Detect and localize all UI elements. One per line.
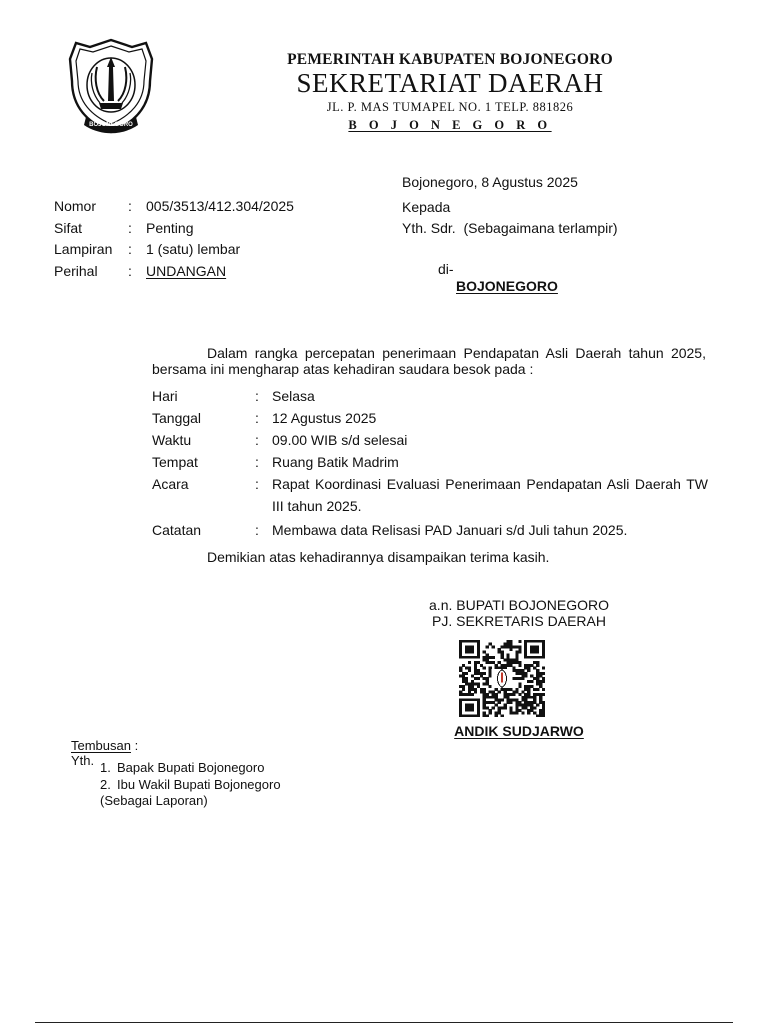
meta-label: Sifat — [54, 219, 83, 236]
letterhead-address: JL. P. MAS TUMAPEL NO. 1 TELP. 881826 — [326, 100, 574, 114]
recipient-prefix: Yth. Sdr. — [402, 220, 456, 236]
place-date: Bojonegoro, 8 Agustus 2025 — [402, 174, 578, 190]
letterhead-city: B O J O N E G O R O — [348, 118, 552, 132]
list-item-number: 1. — [100, 760, 111, 775]
detail-value-hari: Selasa — [272, 388, 315, 404]
meta-row — [54, 241, 294, 263]
detail-sep: : — [255, 388, 259, 404]
detail-value-waktu: 09.00 WIB s/d selesai — [272, 432, 408, 448]
detail-sep: : — [255, 522, 259, 538]
letterhead-government: PEMERINTAH KABUPATEN BOJONEGORO — [287, 51, 613, 68]
meta-label: Nomor — [54, 198, 97, 214]
meta-value-nomor: 005/3513/412.304/2025 — [146, 198, 294, 214]
detail-sep: : — [255, 432, 259, 448]
meta-value-lampiran: 1 (satu) lembar — [146, 241, 241, 257]
meta-label: Perihal — [54, 262, 98, 279]
detail-row — [152, 385, 708, 407]
meta-sep: : — [128, 262, 132, 279]
detail-sep: : — [255, 476, 259, 492]
detail-row — [152, 429, 708, 451]
tembusan-yth: Yth. — [71, 753, 95, 768]
tembusan-label: Tembusan — [71, 738, 131, 753]
meta-label: Lampiran — [54, 241, 113, 257]
event-details — [152, 385, 708, 541]
detail-label: Waktu — [152, 432, 192, 448]
tembusan-note: (Sebagai Laporan) — [100, 793, 208, 808]
subject-text: UNDANGAN — [146, 262, 227, 279]
detail-value-catatan: Membawa data Relisasi PAD Januari s/d Juli tahun 2025. — [272, 522, 628, 538]
detail-row — [152, 451, 708, 473]
meta-row — [54, 198, 294, 220]
closing-text: Demikian atas kehadirannya disampaikan terima kasih. — [207, 549, 550, 565]
emblem-banner-text: BOJONEGORO — [89, 122, 133, 128]
detail-sep: : — [255, 410, 259, 426]
detail-label: Hari — [152, 388, 178, 404]
letter-body: Dalam rangka percepatan penerimaan Pendapatan Asli Daerah tahun 2025, bersama ini mengharap atas kehadiran saudara besok pada : — [152, 345, 706, 377]
detail-label: Tempat — [152, 454, 198, 470]
qr-code-icon — [459, 640, 545, 717]
letterhead-office: SEKRETARIAT DAERAH — [296, 68, 604, 98]
signature-position: PJ. SEKRETARIS DAERAH — [431, 613, 606, 629]
list-item-text: Bapak Bupati Bojonegoro — [117, 760, 265, 775]
detail-row — [152, 473, 708, 517]
recipient-label: Kepada — [402, 199, 451, 215]
meta-row — [54, 263, 294, 285]
detail-value-acara: Rapat Koordinasi Evaluasi Penerimaan Pendapatan Asli Daerah TW III tahun 2025. — [272, 476, 708, 514]
tembusan-colon: : — [130, 738, 139, 753]
recipient-city: BOJONEGORO — [456, 278, 558, 294]
letter-meta — [54, 198, 294, 284]
tembusan-list — [100, 760, 281, 810]
page-divider — [35, 1022, 733, 1023]
meta-row — [54, 220, 294, 242]
detail-row — [152, 517, 708, 541]
list-item — [100, 777, 281, 794]
list-item-number: 2. — [100, 776, 111, 792]
detail-label: Acara — [152, 476, 189, 492]
signature-on-behalf: a.n. BUPATI BOJONEGORO — [429, 597, 609, 613]
list-item-text: Ibu Wakil Bupati Bojonegoro — [117, 776, 281, 792]
tembusan-heading — [71, 738, 138, 753]
recipient-name: (Sebagaimana terlampir) — [463, 220, 618, 236]
detail-value-tanggal: 12 Agustus 2025 — [272, 410, 377, 426]
list-item — [100, 760, 281, 777]
meta-sep: : — [128, 241, 132, 257]
detail-value-tempat: Ruang Batik Madrim — [272, 454, 399, 470]
bojonegoro-emblem-icon — [66, 37, 156, 141]
recipient-di: di- — [438, 261, 454, 277]
recipient-line — [402, 220, 618, 236]
meta-sep: : — [128, 219, 132, 236]
detail-label: Tanggal — [152, 410, 202, 426]
meta-value-sifat: Penting — [146, 219, 194, 236]
detail-label: Catatan — [152, 522, 202, 538]
detail-row — [152, 407, 708, 429]
signer-name: ANDIK SUDJARWO — [454, 723, 584, 739]
detail-sep: : — [255, 454, 259, 470]
meta-sep: : — [128, 198, 132, 214]
meta-value-perihal — [146, 263, 294, 285]
signature-title — [400, 597, 638, 629]
